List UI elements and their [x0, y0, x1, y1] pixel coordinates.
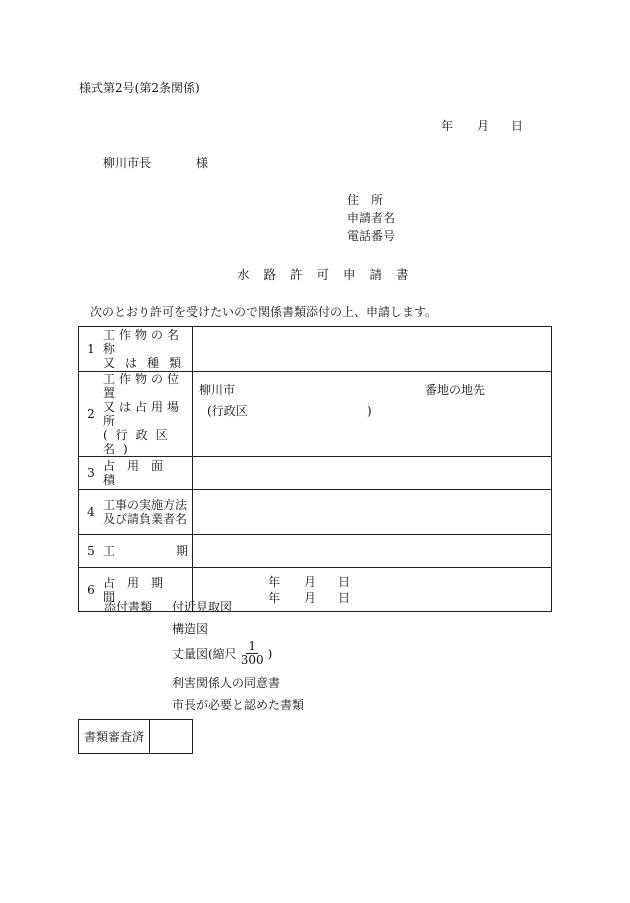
- form-title: 水路許可申請書: [237, 267, 423, 282]
- table-row: [79, 372, 552, 457]
- row-number: 6: [79, 568, 104, 612]
- table-row: [79, 490, 552, 535]
- row-number: 2: [79, 372, 104, 457]
- period-end-day: 日: [338, 591, 351, 605]
- period-start-month: 月: [304, 575, 317, 589]
- row-number: 3: [79, 457, 104, 490]
- scale-fraction: $\frac{1}{300}$: [240, 639, 264, 667]
- row-value[interactable]: [193, 372, 552, 457]
- table-row: [79, 535, 552, 568]
- review-stamp-cell[interactable]: [150, 720, 193, 754]
- attachment-item: 市長が必要と認めた書類: [172, 698, 305, 712]
- addressee-honorific: 様: [196, 156, 209, 170]
- date-day: 日: [511, 119, 524, 133]
- intro-text: 次のとおり許可を受けたいので関係書類添付の上、申請します。: [90, 305, 438, 319]
- location-lot: 番地の地先: [425, 383, 486, 397]
- location-city: 柳川市: [199, 383, 236, 397]
- period-start-day: 日: [338, 575, 351, 589]
- period-start-year: 年: [268, 575, 281, 589]
- attachment-item: 付近見取図: [172, 600, 233, 614]
- period-end-month: 月: [304, 591, 317, 605]
- attachments-heading: 添付書類: [104, 600, 153, 614]
- row-value[interactable]: [193, 457, 552, 490]
- applicant-name-label: 申請者名: [347, 211, 396, 225]
- row-number: 1: [79, 327, 104, 372]
- table-row: [79, 327, 552, 372]
- row-label: 工作物の名称 又は種類: [103, 328, 192, 370]
- applicant-phone-label: 電話番号: [347, 229, 396, 243]
- location-ward-close: ): [367, 404, 372, 418]
- row-label: 工 期: [103, 535, 193, 568]
- row-value[interactable]: [193, 327, 552, 372]
- date-year: 年: [441, 119, 454, 133]
- application-table: [78, 326, 552, 612]
- row-number: 4: [79, 490, 104, 535]
- row-value[interactable]: [193, 568, 552, 612]
- row-value[interactable]: [193, 490, 552, 535]
- period-end-year: 年: [268, 591, 281, 605]
- row-label: 工事の実施方法 及び請負業者名: [103, 490, 193, 535]
- row-label: 占用期間: [103, 568, 193, 612]
- review-box: [78, 719, 193, 754]
- row-number: 5: [79, 535, 104, 568]
- date-month: 月: [477, 119, 490, 133]
- row-value[interactable]: [193, 535, 552, 568]
- review-label: 書類審査済: [79, 720, 150, 754]
- applicant-address-label: 住 所: [347, 193, 384, 207]
- attachment-item: 構造図: [172, 622, 209, 636]
- form-number: 様式第2号(第2条関係): [79, 81, 200, 95]
- location-ward-open: (行政区: [207, 404, 248, 418]
- row-label: 占用面積: [103, 457, 193, 490]
- table-row: [79, 457, 552, 490]
- row-label: 工作物の位置 又は占用場所 (行政区名): [103, 372, 193, 457]
- attachment-item: 利害関係人の同意書: [172, 676, 281, 690]
- attachment-item-scale: 丈量図(縮尺 $\frac{1}{300}$ ): [172, 639, 273, 667]
- addressee-name: 柳川市長: [103, 156, 152, 170]
